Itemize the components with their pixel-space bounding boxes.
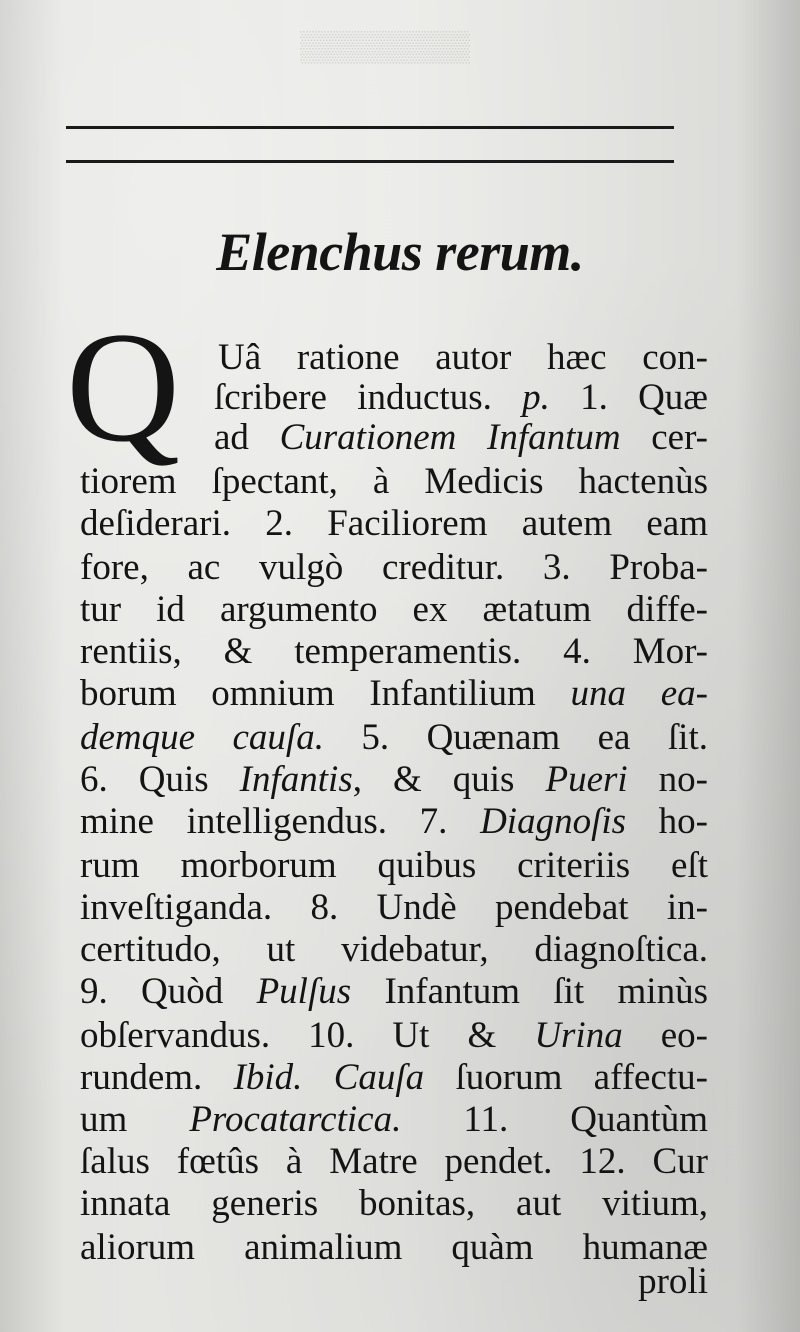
- text-run: ſalus fœtûs à Matre pendet. 12. Cur: [80, 1141, 708, 1182]
- italic-run: Pulſus: [256, 971, 352, 1012]
- drop-cap: Q: [66, 300, 181, 475]
- italic-run: Procatarctica.: [189, 1099, 402, 1140]
- text-run: mine intelligendus. 7.: [80, 801, 481, 842]
- text-run: 5. Quænam ea ſit.: [323, 717, 708, 758]
- text-run: tiorem ſpectant, à Medicis hactenùs: [80, 461, 708, 502]
- text-line: [80, 846, 708, 886]
- text-run: [302, 1057, 333, 1098]
- text-run: aliorum animalium quàm humanæ: [80, 1227, 708, 1268]
- text-run: Uâ ratione autor hæc con-: [218, 337, 708, 378]
- text-run: rentiis, & temperamentis. 4. Mor-: [80, 631, 708, 672]
- text-line: [80, 888, 708, 928]
- text-line: [80, 1100, 708, 1140]
- text-line: [80, 930, 708, 970]
- text-run: fore, ac vulgò creditur. 3. Proba-: [80, 547, 708, 588]
- text-line: [80, 1262, 708, 1302]
- text-run: eo-: [622, 1015, 709, 1056]
- text-line: [80, 674, 708, 714]
- italic-run: Pueri: [545, 759, 628, 800]
- page-title: Elenchus rerum.: [216, 222, 584, 282]
- italic-run: Infantis: [239, 759, 353, 800]
- text-run: ſcribere inductus.: [214, 377, 523, 418]
- text-run: no-: [627, 759, 708, 800]
- text-run: cer-: [620, 417, 708, 458]
- text-run: inveſtiganda. 8. Undè pendebat in-: [80, 887, 708, 928]
- text-run: innata generis bonitas, aut vitium,: [80, 1183, 708, 1224]
- text-line: [214, 378, 708, 418]
- text-run: , & quis: [352, 759, 546, 800]
- text-line: [80, 802, 708, 842]
- text-run: 1. Quæ: [549, 377, 708, 418]
- italic-run: p.: [522, 377, 550, 418]
- text-line: [218, 338, 708, 378]
- italic-run: Urina: [534, 1015, 623, 1056]
- text-line: [80, 548, 708, 588]
- text-run: 11. Quantùm: [401, 1099, 708, 1140]
- text-run: 9. Quòd: [80, 971, 257, 1012]
- text-run: obſervandus. 10. Ut &: [80, 1015, 535, 1056]
- text-line: [80, 718, 708, 758]
- text-line: [80, 972, 708, 1012]
- text-line: [80, 590, 708, 630]
- text-run: deſiderari. 2. Faciliorem autem eam: [80, 503, 708, 544]
- text-run: um: [80, 1099, 190, 1140]
- text-run: 6. Quis: [80, 759, 240, 800]
- text-line: [80, 1058, 708, 1098]
- text-run: rundem.: [80, 1057, 234, 1098]
- text-run: ad: [214, 417, 280, 458]
- text-run: proli: [638, 1261, 708, 1302]
- text-run: ho-: [626, 801, 708, 842]
- italic-run: Ibid.: [233, 1057, 303, 1098]
- italic-run: demque cauſa.: [80, 717, 324, 758]
- italic-run: Cauſa: [333, 1057, 425, 1098]
- italic-run: Curationem Infantum: [279, 417, 621, 458]
- show-through-text: ▒▒▒▒▒▒▒▒: [300, 30, 471, 63]
- text-line: [80, 504, 708, 544]
- text-run: tur id argumento ex ætatum diffe-: [80, 589, 708, 630]
- text-line: [80, 1184, 708, 1224]
- text-run: ſuorum affectu-: [424, 1057, 708, 1098]
- text-run: rum morborum quibus criteriis eſt: [80, 845, 708, 886]
- italic-run: una ea-: [570, 673, 709, 714]
- text-line: [214, 418, 708, 458]
- text-run: borum omnium Infantilium: [80, 673, 571, 714]
- text-line: [80, 632, 708, 672]
- text-line: [80, 760, 708, 800]
- italic-run: Diagnoſis: [480, 801, 627, 842]
- text-line: [80, 1142, 708, 1182]
- text-line: [80, 1016, 708, 1056]
- text-run: certitudo, ut videbatur, diagnoſtica.: [80, 929, 708, 970]
- text-run: Infantum ſit minùs: [351, 971, 708, 1012]
- text-line: [80, 462, 708, 502]
